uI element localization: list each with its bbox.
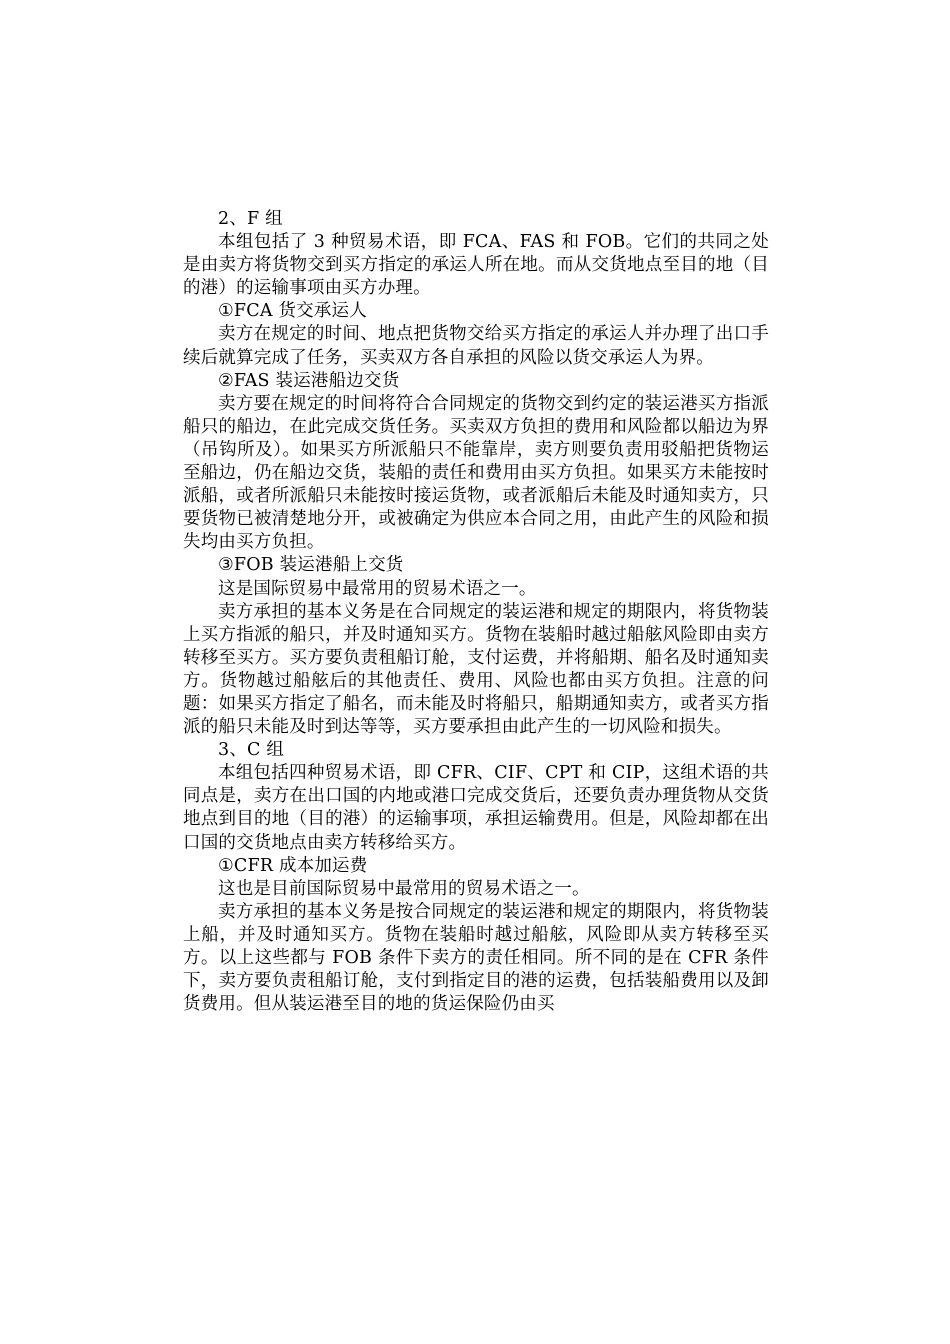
subheading-fas: ②FAS 装运港船边交货 [218,370,400,391]
paragraph-f-group-intro: 本组包括了 3 种贸易术语，即 FCA、FAS 和 FOB。它们的共同之处是由卖方将货物交到买方指定的承运人所在地。而从交货地点至目的地（目的港）的运输事项由买方办理。 [183,232,769,299]
paragraph-c-group-intro: 本组包括四种贸易术语，即 CFR、CIF、CPT 和 CIP，这组术语的共同点是，卖方在出口国的内地或港口完成交货后，还要负责办理货物从交货地点到目的地（目的港）的运输事项，承担运输费用。但是，风险却都在出口国的交货地点由卖方转移给买方。 [183,763,769,853]
subheading-fca: ①FCA 货交承运人 [218,301,367,322]
paragraph-cfr-intro: 这也是目前国际贸易中最常用的贸易术语之一。 [218,878,590,899]
subheading-fob: ③FOB 装运港船上交货 [218,555,404,576]
paragraph-fob-obligations: 卖方承担的基本义务是在合同规定的装运港和规定的期限内，将货物装上买方指派的船只，并及时通知买方。货物在装船时越过船舷风险即由卖方转移至买方。买方要负责租船订舱，支付运费，并将船期、船名及时通知卖方。货物越过船舷后的其他责任、费用、风险也都由买方负担。注意的问题：如果买方指定了船名，而未能及时将船只，船期通知卖方，或者买方指派的船只未能及时到达等等，买方要承担由此产生的一切风险和损失。 [183,601,769,738]
paragraph-fas: 卖方要在规定的时间将符合合同规定的货物交到约定的装运港买方指派船只的船边，在此完成交货任务。买卖双方负担的费用和风险都以船边为界（吊钩所及）。如果买方所派船只不能靠岸，卖方则要负责用驳船把货物运至船边，仍在船边交货，装船的责任和费用由买方负担。如果买方未能按时派船，或者所派船只未能按时接运货物，或者派船后未能及时通知卖方，只要货物已被清楚地分开，或被确定为供应本合同之用，由此产生的风险和损失均由买方负担。 [183,393,769,553]
paragraph-fob-intro: 这是国际贸易中最常用的贸易术语之一。 [218,578,537,599]
subheading-cfr: ①CFR 成本加运费 [218,855,368,876]
section-heading-f-group: 2、F 组 [218,209,283,229]
document-body [183,208,769,1016]
paragraph-cfr-obligations: 卖方承担的基本义务是按合同规定的装运港和规定的期限内，将货物装上船，并及时通知买方。货物在装船时越过船舷，风险即从卖方转移至买方。以上这些都与 FOB 条件下卖方的责任相同。所不同的是在 CFR 条件下，卖方要负责租船订舱，支付到指定目的港的运费，包括装船费用以及卸货费用。但从装运港至目的地的货运保险仍由买 [183,901,769,1015]
section-heading-c-group: 3、C 组 [218,740,285,761]
paragraph-fca: 卖方在规定的时间、地点把货物交给买方指定的承运人并办理了出口手续后就算完成了任务，买卖双方各自承担的风险以货交承运人为界。 [183,324,769,368]
